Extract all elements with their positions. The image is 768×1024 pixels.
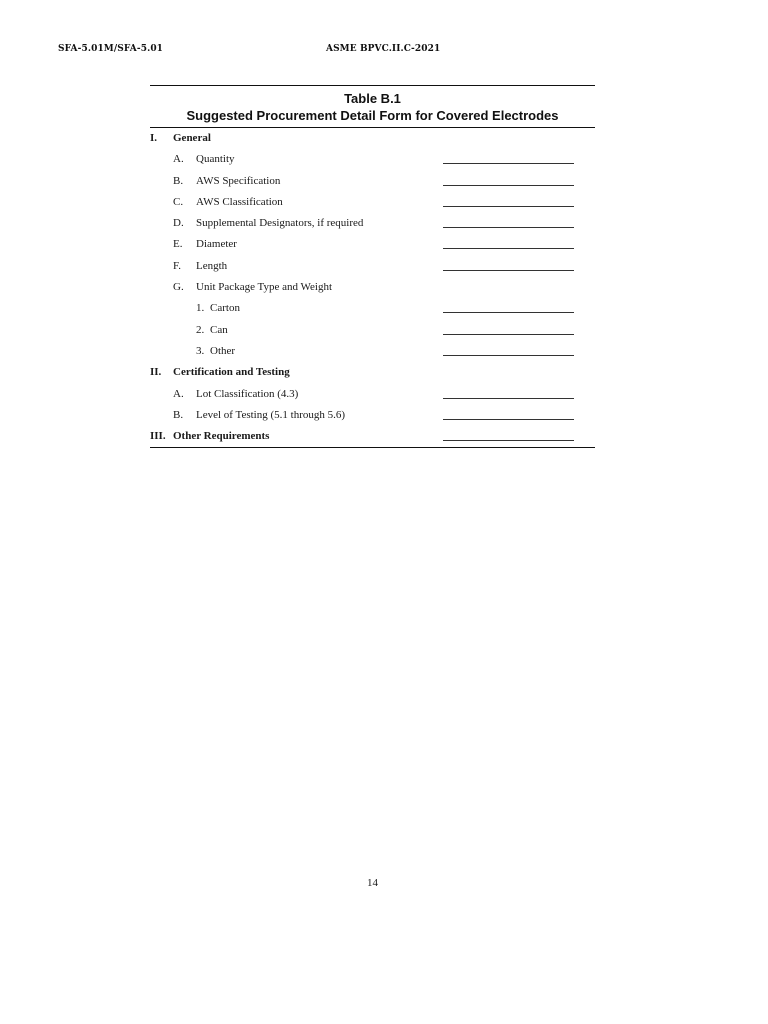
table-top-rule — [150, 85, 595, 86]
fill-in-blank[interactable] — [443, 270, 574, 271]
item-label: Diameter — [196, 238, 237, 251]
section-row — [150, 426, 595, 447]
table-number: Table B.1 — [344, 91, 401, 106]
fill-in-blank[interactable] — [443, 334, 574, 335]
item-label: Unit Package Type and Weight — [196, 281, 333, 294]
section-title: Other Requirements — [173, 430, 270, 443]
section-row — [150, 128, 595, 149]
form-item-row — [150, 234, 595, 255]
item-label: AWS Classification — [196, 195, 283, 208]
item-letter: A. — [173, 387, 184, 400]
form-subitem-row — [150, 298, 595, 319]
running-header-left: SFA-5.01M/SFA-5.01 — [58, 44, 164, 54]
item-letter: F. — [173, 259, 181, 272]
item-label: AWS Specification — [196, 174, 281, 187]
item-letter: D. — [173, 217, 184, 230]
section-numeral: III. — [150, 430, 166, 443]
fill-in-blank[interactable] — [443, 206, 574, 207]
item-letter: B. — [173, 408, 184, 421]
form-item-row — [150, 405, 595, 426]
running-header-right: ASME BPVC.II.C-2021 — [326, 44, 441, 54]
section-row — [150, 362, 595, 383]
fill-in-blank[interactable] — [443, 163, 574, 164]
procurement-form-table — [150, 85, 595, 448]
fill-in-blank[interactable] — [443, 227, 574, 228]
fill-in-blank[interactable] — [443, 312, 574, 313]
item-label: Lot Classification (4.3) — [196, 387, 299, 400]
form-subitem-row — [150, 341, 595, 362]
item-label: Length — [196, 259, 228, 272]
form-item-row — [150, 384, 595, 405]
item-letter: C. — [173, 195, 184, 208]
section-title: General — [173, 132, 211, 144]
form-item-row — [150, 213, 595, 234]
form-item-row — [150, 192, 595, 213]
form-subitem-row — [150, 320, 595, 341]
subitem-number: 1. — [196, 302, 205, 315]
fill-in-blank[interactable] — [443, 185, 574, 186]
table-bottom-rule — [150, 447, 595, 448]
form-item-row — [150, 171, 595, 192]
fill-in-blank[interactable] — [443, 419, 574, 420]
fill-in-blank[interactable] — [443, 355, 574, 356]
form-item-row — [150, 256, 595, 277]
item-letter: B. — [173, 174, 184, 187]
item-letter: G. — [173, 281, 184, 294]
fill-in-blank[interactable] — [443, 440, 574, 441]
form-item-row — [150, 277, 595, 298]
section-numeral: II. — [150, 366, 162, 379]
form-rows — [150, 128, 595, 447]
subitem-number: 3. — [196, 344, 205, 357]
item-letter: A. — [173, 153, 184, 166]
subitem-label: Carton — [210, 302, 240, 315]
item-letter: E. — [173, 238, 183, 251]
form-item-row — [150, 149, 595, 170]
subitem-label: Can — [210, 323, 228, 336]
table-title: Suggested Procurement Detail Form for Covered Electrodes — [186, 108, 559, 123]
item-label: Level of Testing (5.1 through 5.6) — [196, 408, 346, 421]
fill-in-blank[interactable] — [443, 398, 574, 399]
page-number: 14 — [367, 877, 378, 889]
subitem-number: 2. — [196, 323, 205, 336]
item-label: Supplemental Designators, if required — [196, 217, 364, 230]
subitem-label: Other — [210, 344, 236, 357]
item-label: Quantity — [196, 153, 235, 166]
section-title: Certification and Testing — [173, 366, 290, 379]
fill-in-blank[interactable] — [443, 248, 574, 249]
section-numeral: I. — [150, 132, 158, 144]
